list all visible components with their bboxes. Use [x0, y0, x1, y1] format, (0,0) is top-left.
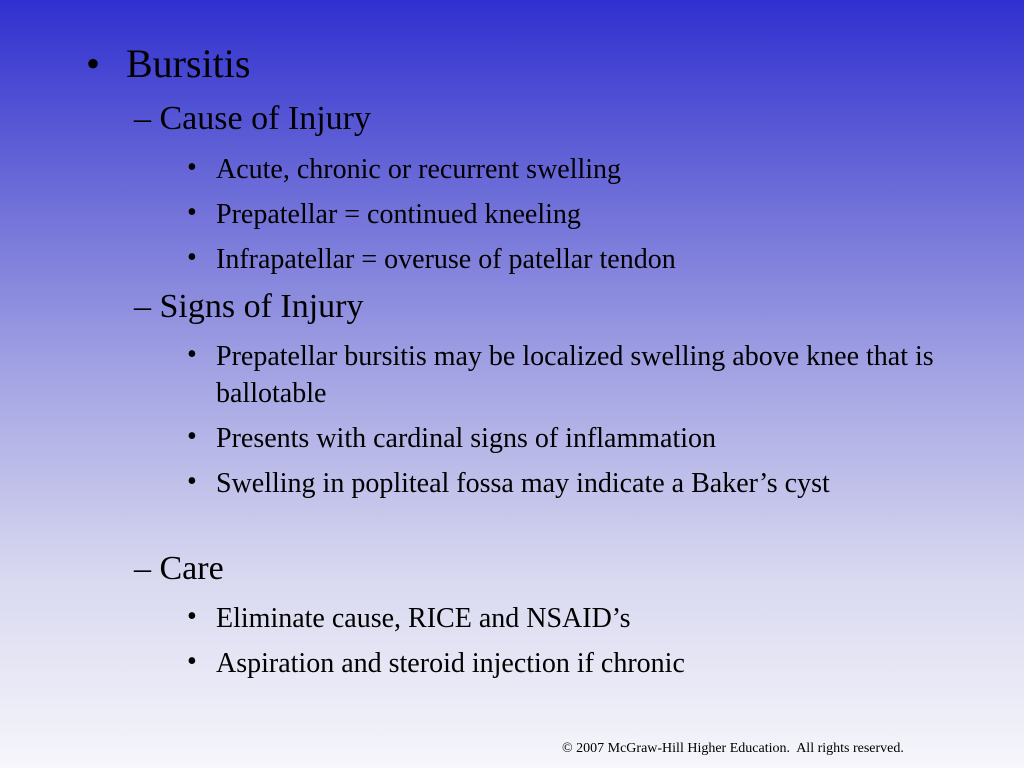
section-heading-cause: – Cause of Injury [134, 100, 372, 137]
section-heading-care: – Care [134, 550, 224, 587]
copyright-footer: © 2007 McGraw-Hill Higher Education. All rights reserved. [562, 741, 904, 756]
bullet: • [187, 197, 197, 228]
bullet: • [187, 466, 197, 497]
slide-title: Bursitis [126, 41, 251, 86]
list-item-text: Presents with cardinal signs of inflammation [216, 423, 717, 454]
section-heading-signs: – Signs of Injury [134, 288, 364, 325]
bullet: • [187, 242, 197, 273]
list-item-text: Infrapatellar = overuse of patellar tendon [216, 244, 676, 275]
list-item-text: Prepatellar = continued kneeling [216, 199, 581, 230]
bullet: • [187, 646, 197, 677]
bullet: • [86, 41, 101, 86]
bullet: • [187, 601, 197, 632]
bullet: • [187, 339, 197, 370]
list-item-text: Eliminate cause, RICE and NSAID’s [216, 603, 631, 634]
list-item-text: Acute, chronic or recurrent swelling [216, 154, 622, 185]
list-item-text: Prepatellar bursitis may be localized swelling above knee that is ballotable [216, 341, 934, 409]
list-item-text: Aspiration and steroid injection if chronic [216, 648, 685, 679]
bullet: • [187, 152, 197, 183]
list-item-text: Swelling in popliteal fossa may indicate a Baker’s cyst [216, 468, 830, 499]
bullet: • [187, 421, 197, 452]
